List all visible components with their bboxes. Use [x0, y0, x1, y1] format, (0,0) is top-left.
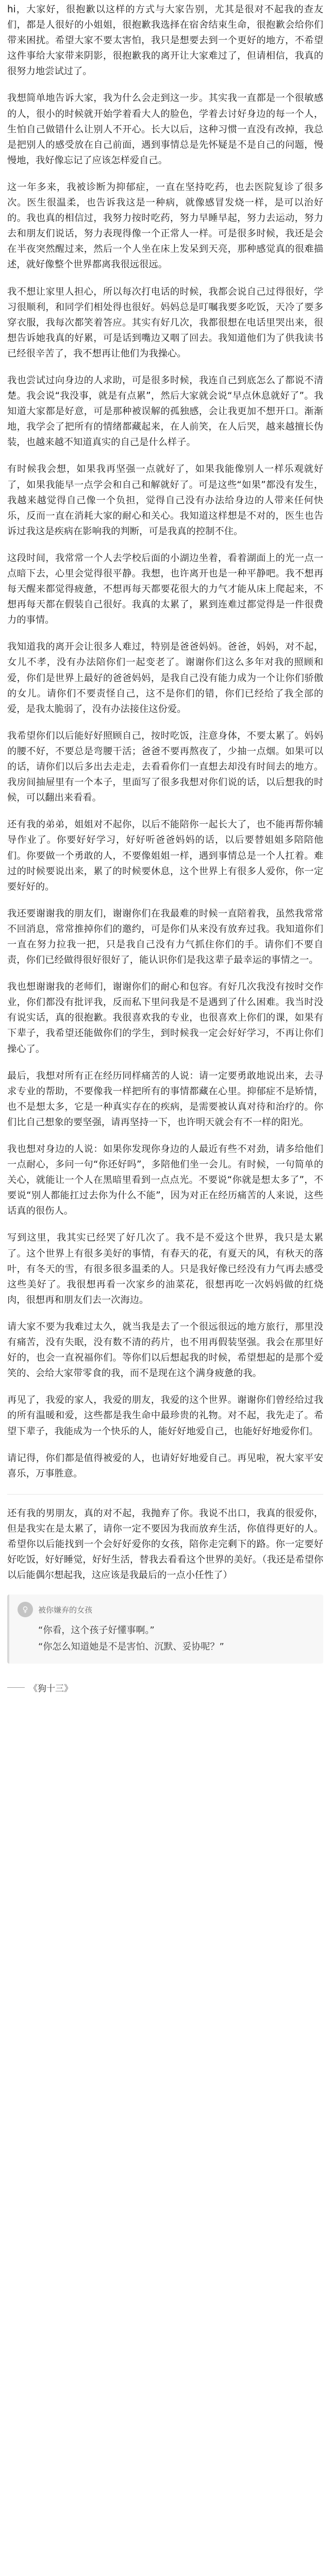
paragraph: hi，大家好，很抱歉以这样的方式与大家告别，尤其是很对不起我的查友们，都是人很好的小姐姐，很抱歉我选择在宿舍结束生命，很抱歉会给你们带来困扰。希望大家不要太害怕，我只是想要去到一个更好的地方，不希望这件事给大家带来阴影，很抱歉我的离开让大家难过了，但请相信，我真的很努力地尝试过了。	[7, 4, 323, 77]
quote-author: 被你嫌弃的女孩	[38, 1605, 93, 1615]
paragraph: 请大家不要为我难过太久，就当我是去了一个很远很远的地方旅行，那里没有痛苦，没有失眠，没有数不清的药片，也不用再假装坚强。我会在那里好好的，也会一直祝福你们。等你们以后想起我的时候，希望想起的是那个爱笑的、会给大家带零食的我，而不是现在这个满身疲惫的我。	[7, 1321, 323, 1379]
paragraph: 我也想谢谢我的老师们，谢谢你们的耐心和包容。有好几次我没有按时交作业，你们都没有批评我，反而私下里问我是不是遇到了什么困难。我当时没有说实话，真的很抱歉。我很喜欢我的专业，也很喜欢上你们的课，如果有下辈子，我希望还能做你们的学生，到时候我一定会好好学习，不再让你们操心了。	[7, 981, 323, 1055]
paragraph: 有时候我会想，如果我再坚强一点就好了，如果我能像别人一样乐观就好了，如果我能早一点学会和自己和解就好了。可是这些“如果”都没有发生，我越来越觉得自己像一个负担，觉得自己没有办法给身边的人带来任何快乐，反而一直在消耗大家的耐心和关心。我知道这样想是不对的，医生也告诉过我这是疾病在影响我的判断，可是我真的控制不住。	[7, 464, 323, 537]
dash-line	[7, 1687, 25, 1688]
paragraph: 我也尝试过向身边的人求助，可是很多时候，我连自己到底怎么了都说不清楚。我会说“我没事，就是有点累”，然后大家就会说“早点休息就好了”。我知道大家都是好意，可是那种被误解的孤独感，会让我更加不想开口。渐渐地，我学会了把所有的情绪都藏起来，在人前笑，在人后哭，越来越擅长伪装，也越来越不知道真实的自己是什么样子。	[7, 375, 323, 448]
postscript-paragraph: 还有我的男朋友，真的对不起，我抛弃了你。我说不出口，我真的很爱你，但是我实在是太累了，请你一定不要因为我而放弃生活，你值得更好的人。希望你以后能找到一个会好好爱你的女孩，陪你走完剩下的路。你一定要好好吃饭，好好睡觉，好好生活，替我去看看这个世界的美好。（我还是希望你以后能偶尔想起我，这应该是我最后的一点小任性了）	[7, 1507, 323, 1581]
paragraph: 这段时间，我常常一个人去学校后面的小湖边坐着，看着湖面上的光一点一点暗下去，心里会觉得很平静。我想，也许离开也是一种平静吧。我不想再每天醒来都觉得疲惫，不想再每天都要花很大的力气才能从床上爬起来，不想再每天都在假装自己很好。我真的太累了，累到连难过都觉得是一件很费力的事情。	[7, 552, 323, 626]
paragraph: 我不想让家里人担心，所以每次打电话的时候，我都会说自己过得很好，学习很顺利，和同学们相处得也很好。妈妈总是叮嘱我要多吃饭，天冷了要多穿衣服，我每次都笑着答应。其实有好几次，我都很想在电话里哭出来，很想告诉她我真的好累，可是话到嘴边又咽了回去。我知道他们为了供我读书已经很辛苦了，我不想再让他们为我操心。	[7, 286, 323, 359]
paragraph: 我想简单地告诉大家，我为什么会走到这一步。其实我一直都是一个很敏感的人，很小的时候就开始学着看大人的脸色，学着去讨好身边的每一个人，生怕自己做错什么让别人不开心。长大以后，这种习惯一直没有改掉，我总是把别人的感受放在自己前面，遇到事情总是先怀疑是不是自己的问题，慢慢地，我好像忘记了应该怎样爱自己。	[7, 93, 323, 166]
paragraph: 这一年多来，我被诊断为抑郁症，一直在坚持吃药，也去医院复诊了很多次。医生很温柔，也告诉我这是一种病，就像感冒发烧一样，是可以治好的。我也真的相信过，我努力按时吃药，努力早睡早起，努力去运动，努力去和朋友们说话，努力表现得像一个正常人一样。可是很多时候，我还是会在半夜突然醒过来，然后一个人坐在床上发呆到天亮，那种感觉真的很难描述，就好像整个世界都离我很远很远。	[7, 181, 323, 270]
book-title: 《狗十三》	[29, 1684, 73, 1694]
letter-body	[7, 0, 323, 1482]
paragraph: 写到这里，我其实已经哭了好几次了。我不是不爱这个世界，我只是太累了。这个世界上有很多美好的事情，有春天的花，有夏天的风，有秋天的落叶，有冬天的雪，有很多很多温柔的人。只是我好像已经没有力气再去感受这些美好了。我很想再看一次家乡的油菜花，很想再吃一次妈妈做的红烧肉，很想再和朋友们去一次海边。	[7, 1232, 323, 1306]
book-attribution	[7, 1681, 323, 1694]
paragraph: 我知道我的离开会让很多人难过，特别是爸爸妈妈。爸爸，妈妈，对不起，女儿不孝，没有办法陪你们一起变老了。谢谢你们这么多年对我的照顾和爱，你们是世界上最好的爸爸妈妈，是我自己没有能力成为一个让你们骄傲的女儿。请你们不要责怪自己，这不是你们的错，你们已经给了我全部的爱，是我太脆弱了，没有办法接住这份爱。	[7, 641, 323, 715]
paragraph: 我还要谢谢我的朋友们，谢谢你们在我最难的时候一直陪着我，虽然我常常不回消息，常常推掉你们的邀约，可是你们从来没有放弃过我。我知道你们一直在努力拉我一把，只是我自己没有力气抓住你们的手。请你们不要自责，你们已经做得很好很好了，能认识你们是我这辈子最幸运的事情之一。	[7, 908, 323, 966]
quote-card	[7, 1595, 323, 1664]
quote-line: “你怎么知道她是不是害怕、沉默、妥协呢？”	[38, 1641, 224, 1653]
paragraph: 还有我的弟弟，姐姐对不起你，以后不能陪你一起长大了，也不能再帮你辅导作业了。你要好好学习，好好听爸爸妈妈的话，以后要替姐姐多陪陪他们。你要做一个勇敢的人，不要像姐姐一样，遇到事情总是一个人扛着。难过的时候要说出来，累了的时候要休息，这个世界上有很多人爱你，你一定要好好的。	[7, 819, 323, 892]
quote-header	[18, 1602, 315, 1617]
section-divider	[7, 1494, 323, 1495]
quote-line: “你看，这个孩子好懂事啊。”	[38, 1625, 155, 1636]
paragraph: 我也想对身边的人说：如果你发现你身边的人最近有些不对劲，请多给他们一点耐心，多问一句“你还好吗”，多陪他们坐一会儿。有时候，一句简单的关心，就能让一个人在黑暗里看到一点点光。不要说“你就是想太多了”，不要说“别人都能扛过去你为什么不能”，因为对正在经历痛苦的人来说，这些话真的很伤人。	[7, 1144, 323, 1217]
paragraph: 请记得，你们都是值得被爱的人，也请好好地爱自己。再见啦，祝大家平安喜乐，万事胜意。	[7, 1452, 323, 1479]
avatar	[18, 1602, 33, 1617]
paragraph: 最后，我想对所有正在经历同样痛苦的人说：请一定要勇敢地说出来，去寻求专业的帮助，不要像我一样把所有的事情都藏在心里。抑郁症不是矫情，也不是想太多，它是一种真实存在的疾病，是需要被认真对待和治疗的。你们比自己想象的要坚强，请再坚持一下，也许明天就会有不一样的阳光。	[7, 1070, 323, 1128]
avatar-icon: ♀	[22, 1605, 28, 1615]
paragraph: 我希望你们以后能好好照顾自己，按时吃饭，注意身体，不要太累了。妈妈的腰不好，不要总是弯腰干活；爸爸不要再熬夜了，少抽一点烟。如果可以的话，请你们以后多出去走走，去看看你们一直想去却没有时间去的地方。我房间抽屉里有一个本子，里面写了很多我想对你们说的话，以后想我的时候，可以翻出来看看。	[7, 730, 323, 804]
paragraph: 再见了，我爱的家人，我爱的朋友，我爱的这个世界。谢谢你们曾经给过我的所有温暖和爱，这些都是我生命中最珍贵的礼物。对不起，我先走了。希望下辈子，我能成为一个快乐的人，能好好地爱自己，也能好好地爱你们。	[7, 1395, 323, 1437]
